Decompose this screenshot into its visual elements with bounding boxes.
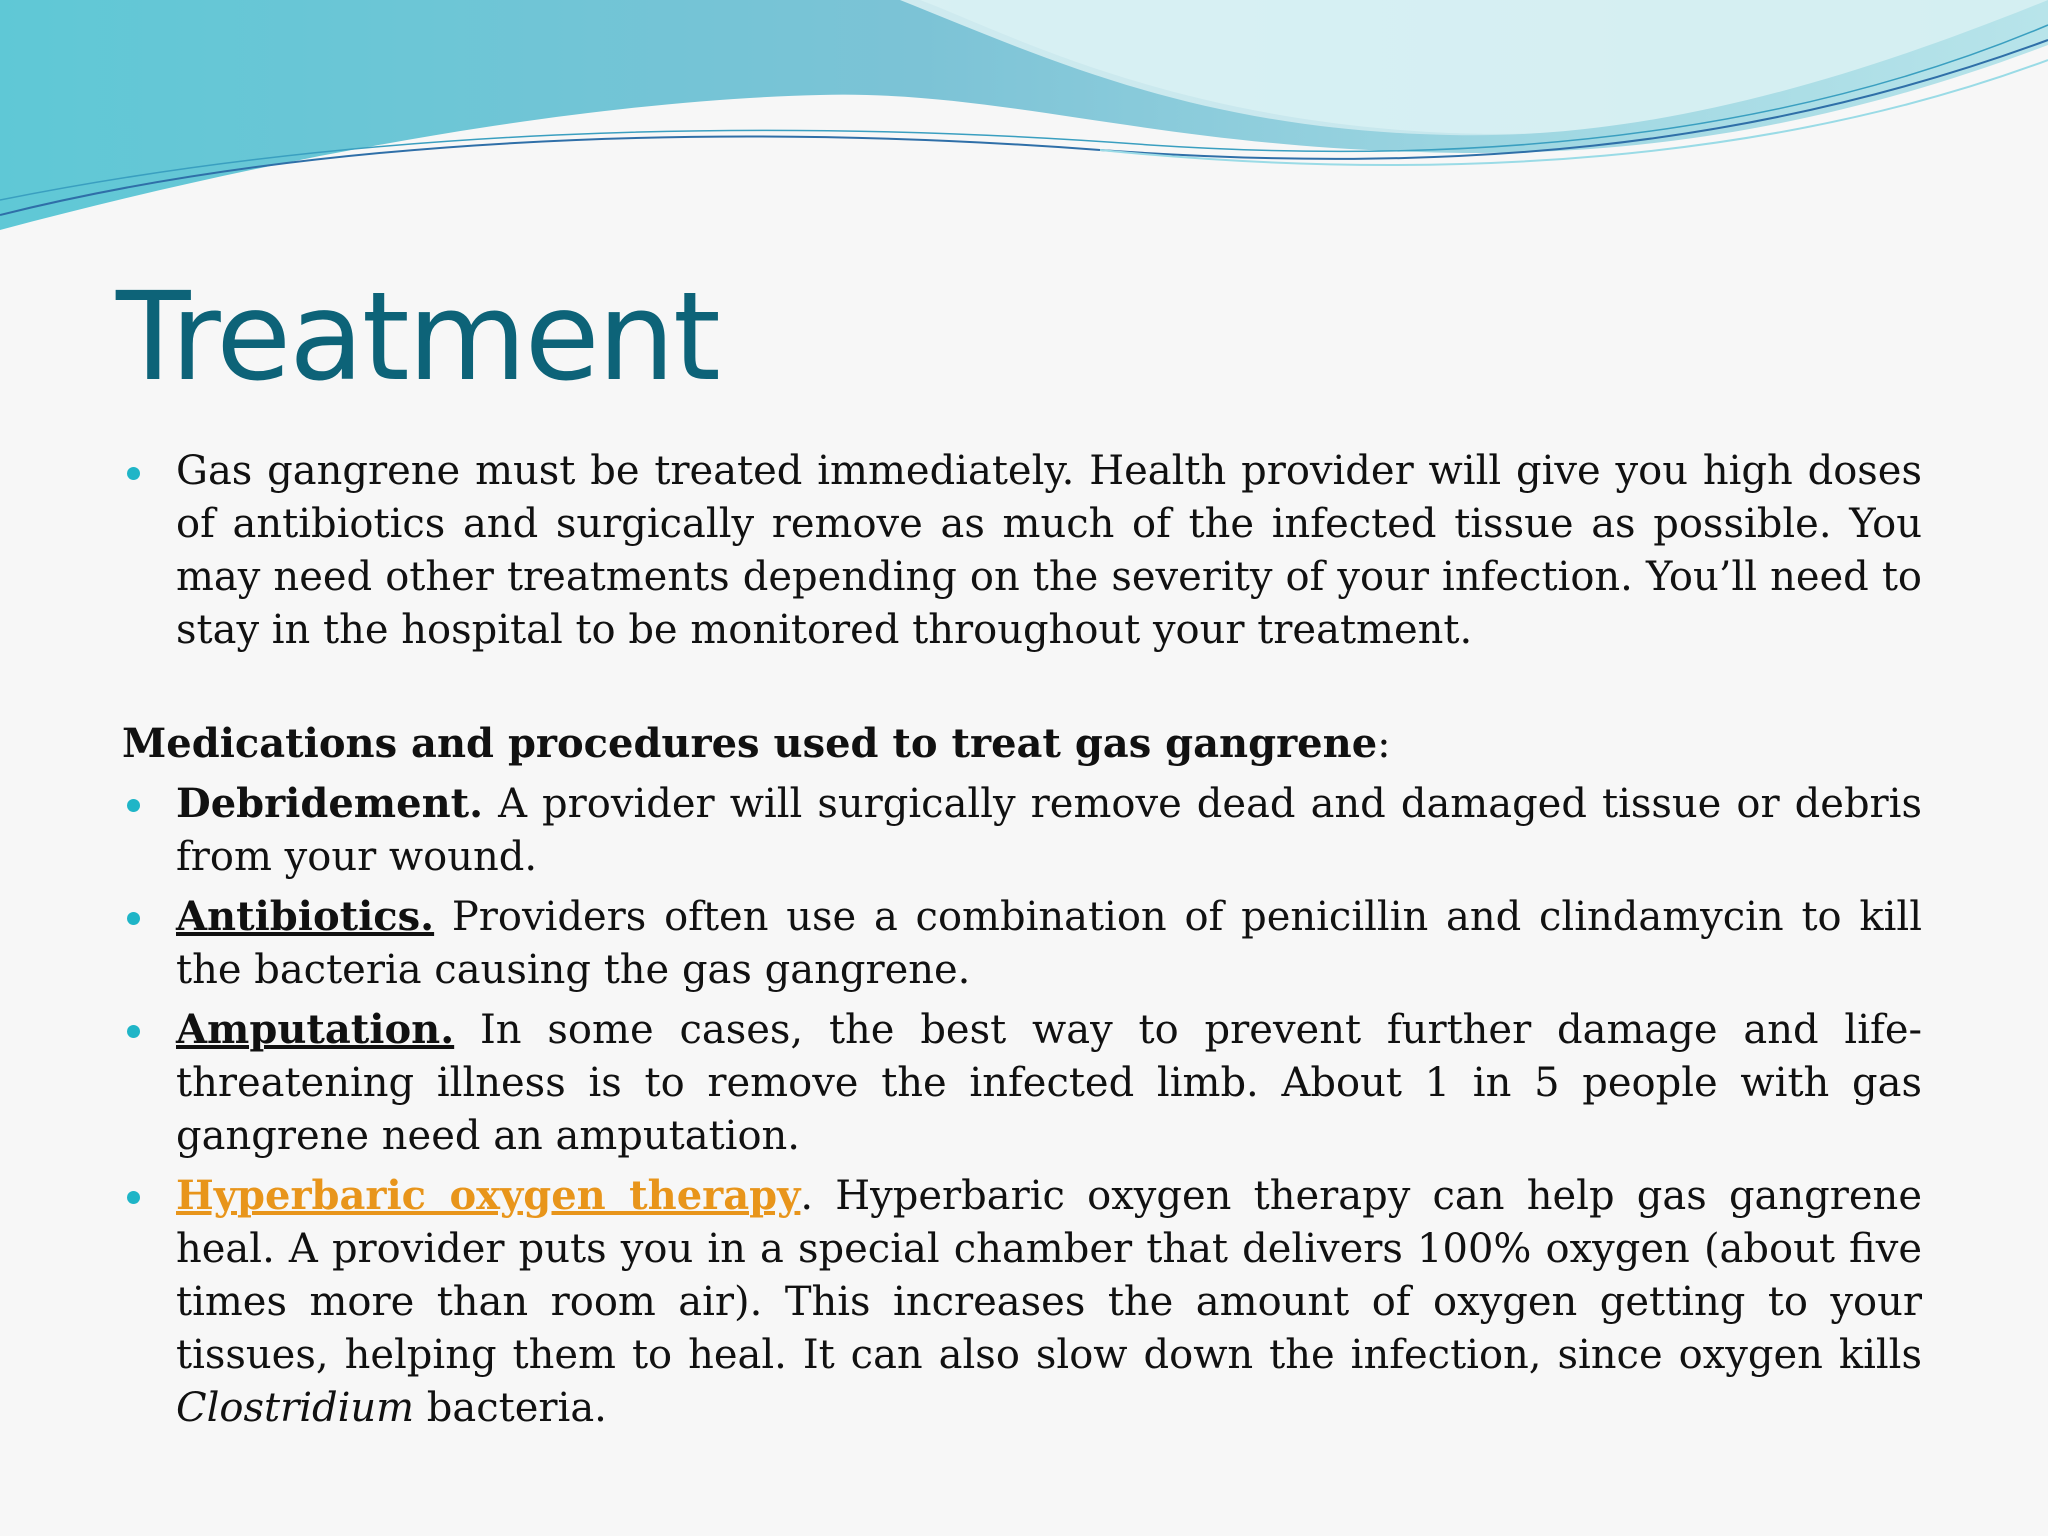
intro-text: Gas gangrene must be treated immediately. Health provider will give you high doses of antibiotics and surgically remove as much of the infected tissue as possible. You may need other treatments depending on the severity of your infection. You’ll need to stay in the hospital to be monitored throughout your treatment.	[176, 448, 1922, 653]
treatment-description: In some cases, the best way to prevent further damage and life-threatening illness is to remove the infected limb. About 1 in 5 people with gas gangrene need an amputation.	[176, 1007, 1922, 1159]
treatment-item-amputation	[122, 1003, 1922, 1163]
bullet-dot-icon	[127, 467, 140, 480]
organism-name: Clostridium	[176, 1385, 415, 1431]
treatment-term: Debridement.	[176, 780, 484, 827]
treatment-item-antibiotics	[122, 890, 1922, 997]
treatment-term: Amputation.	[176, 1006, 455, 1053]
treatment-term: Antibiotics.	[176, 893, 435, 940]
section-heading-text: Medications and procedures used to treat gas gangrene	[122, 720, 1378, 767]
treatment-description-tail: bacteria.	[414, 1385, 607, 1431]
slide-body	[122, 445, 1922, 1435]
treatment-description: Providers often use a combination of penicillin and clindamycin to kill the bacteria causing the gas gangrene.	[176, 894, 1922, 993]
section-heading-colon: :	[1377, 721, 1391, 767]
bullet-dot-icon	[127, 1025, 140, 1038]
treatment-item-debridement	[122, 777, 1922, 884]
bullet-dot-icon	[127, 912, 140, 925]
treatment-description: . Hyperbaric oxygen therapy can help gas gangrene heal. A provider puts you in a special chamber that delivers 100% oxygen (about five times more than room air). This increases the amount of oxygen getting to your tissues, helping them to heal. It can also slow down the infection, since oxygen kills	[176, 1173, 1922, 1378]
intro-bullet	[122, 445, 1922, 657]
treatment-description: A provider will surgically remove dead and damaged tissue or debris from your wound.	[176, 781, 1922, 880]
header-wave-decoration	[0, 0, 2048, 240]
slide-title: Treatment	[116, 266, 719, 408]
bullet-dot-icon	[127, 1191, 140, 1204]
hyperbaric-oxygen-therapy-link[interactable]: Hyperbaric oxygen therapy	[176, 1172, 801, 1219]
section-heading	[122, 717, 1922, 771]
bullet-dot-icon	[127, 799, 140, 812]
treatment-item-hyperbaric	[122, 1169, 1922, 1435]
